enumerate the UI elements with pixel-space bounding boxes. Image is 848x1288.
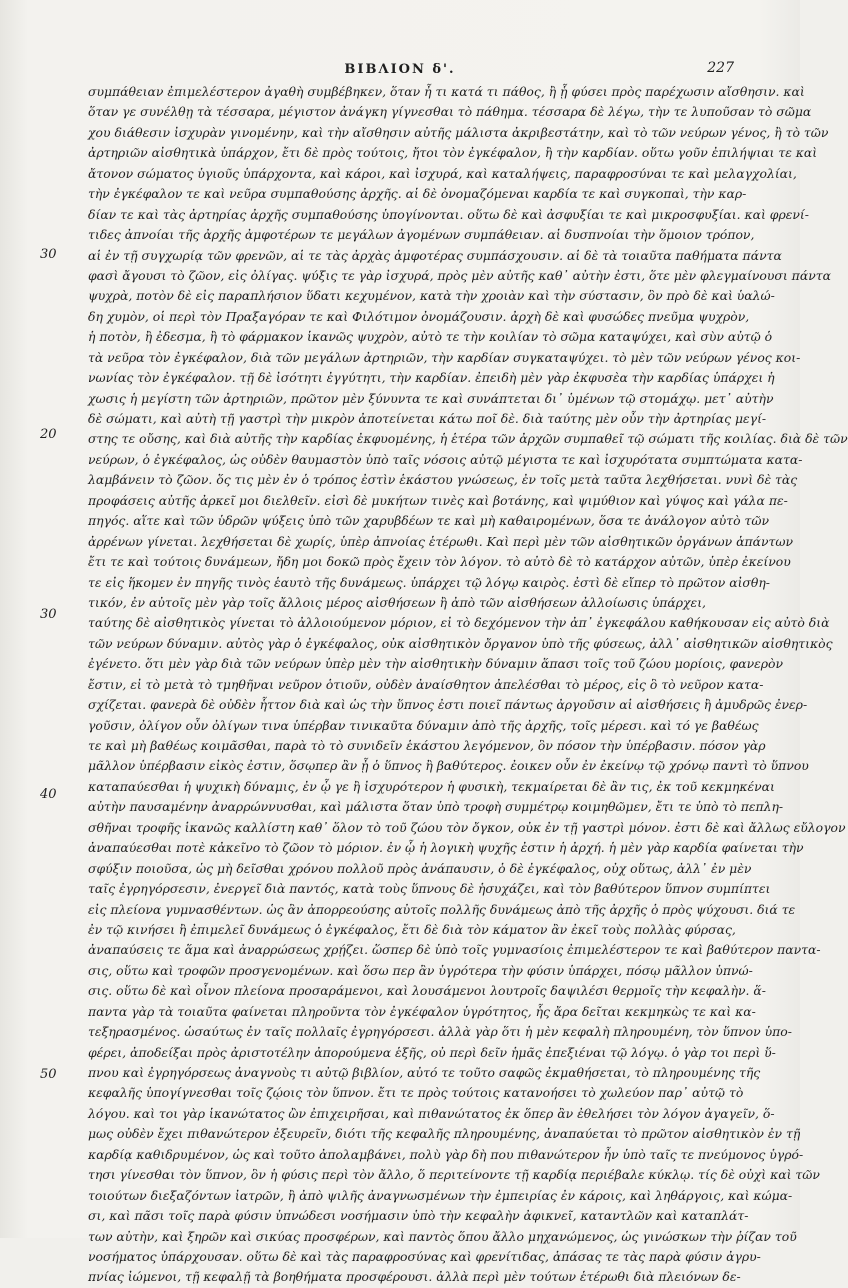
text-line: δίαν τε καὶ τὰς ἀρτηρίας ἀρχῆς συμπαθούσης ὑπογίνονται. οὕτω δὲ καὶ ἀσφυξίαι τε καὶ μικροσφυξίαι. καὶ φρενί- (88, 206, 809, 222)
text-line: αἱ ἐν τῇ συγχωρίᾳ τῶν φρενῶν, αἱ τε τὰς ἀρχὰς ἀμφοτέρας συμπάσχουσιν. αἱ δὲ τὰ τοιαῦτα παθήματα πάντα (88, 247, 782, 263)
text-line: γοῦσιν, ὀλίγον οὖν ὀλίγων τινα ὑπέρβαν τινικαῦτα δύναμιν ἀπὸ τῆς ἀρχῆς, τοῖς μέρεσι. καὶ τό γε βαθέως (88, 717, 759, 733)
text-line: καρδίᾳ καθιδρυμένον, ὡς καὶ τοῦτο ἀπολαμβάνει, πολὺ γὰρ δὴ που πιθανώτερον ἦν ὑπὸ ταῖς τε πνεύμονος ὑγρό- (88, 1146, 804, 1162)
text-line: φέρει, ἀποδείξαι πρὸς ἀριστοτέλην ἀπορούμενα ἑξῆς, οὐ περὶ δεῖν ἡμᾶς ἐπεξιέναι τῷ λόγῳ. ὁ γὰρ τοι περὶ ὕ- (88, 1044, 776, 1060)
text-line: λόγου. καὶ τοι γὰρ ἱκανώτατος ὢν ἐπιχειρῆσαι, καὶ πιθανώτατος ἐκ ὅπερ ἂν ἐθελήσει τὸν λόγον ἀγαγεῖν, ὅ- (88, 1105, 775, 1121)
text-line: ἀρτηριῶν αἰσθητικὰ ὑπάρχον, ἔτι δὲ πρὸς τούτοις, ἤτοι τὸν ἐγκέφαλον, ἢ τὴν καρδίαν. οὕτω γοῦν ἐπιλήψιαι τε καὶ (88, 145, 818, 161)
text-line: τε καὶ μὴ βαθέως κοιμᾶσθαι, παρὰ τὸ τὸ συνιδεῖν ἑκάστου λεγόμενον, ὃν πόσον τὴν ὑπέρβασιν. πόσον γὰρ (88, 738, 766, 753)
text-line: νωνίας τὸν ἐγκέφαλον. τῇ δὲ ἰσότητι ἐγγύτητι, τὴν καρδίαν. ἐπειδὴ μὲν γὰρ ἐκφυσὲα τὴν καρδίας ὑπάρχει ἡ (88, 370, 775, 386)
text-line: τησι γίνεσθαι τὸν ὕπνον, ὃν ἡ φύσις περὶ τὸν ἄλλο, ὅ περιτείνοντε τῇ καρδίᾳ περιέβαλε κύκλῳ. τίς δὲ οὐχὶ καὶ τῶν (88, 1167, 820, 1183)
text-line: ἡ ποτὸν, ἢ ἐδεσμα, ἢ τὸ φάρμακον ἱκανῶς ψυχρὸν, αὐτὸ τε τὴν κοιλίαν τὸ σῶμα καταψύχει, καὶ σὺν αὐτῷ ὁ (88, 329, 773, 345)
text-line: εἰς πλείονα γυμνασθέντων. ὡς ἂν ἀπορρεούσης αὐτοῖς πολλῆς δυνάμεως ἀπὸ τῆς ἀρχῆς ὁ πρὸς ψύχουσι. διά τε (88, 901, 796, 917)
text-line: σις. οὕτω δὲ καὶ οἶνον πλείονα προσαράμενοι, καὶ λουσάμενοι λουτροῖς δαψιλέσι θερμοῖς τὴν κεφαλὴν. ἅ- (88, 983, 766, 999)
text-line: ἄτονον σώματος ὑγιοῦς ὑπάρχοντα, καὶ κάροι, καὶ ἰσχυρά, καὶ καταλήψεις, παραφροσύναι τε καὶ μελαγχολίαι, (88, 165, 797, 181)
text-line: ἐν τῷ κινήσει ἢ ἐπιμελεῖ δυνάμεως ὁ ἐγκέφαλος, ἔτι δὲ διὰ τὸν κάματον ἂν ἐκεῖ τοὺς πολλὰς φύρσας, (88, 921, 736, 937)
text-line: τοιούτων διεξαζόντων ἰατρῶν, ἢ ἀπὸ ψιλῆς ἀναγνωσμένων τὴν ἐμπειρίας ἐν κάροις, καὶ ληθάργοις, καὶ κώμα- (88, 1187, 793, 1203)
text-line: νεύρων, ὁ ἐγκέφαλος, ὡς οὐδὲν θαυμαστὸν ὑπὸ ταῖς νόσοις αὐτῷ μέγιστα τε καὶ ἰσχυρότατα συμπτώματα κατα- (88, 451, 803, 467)
text-line: φασὶ ἄγουσι τὸ ζῶον, εἰς ὀλίγας. ψύξις τε γὰρ ἰσχυρά, πρὸς μὲν αὐτῆς καθ᾽ αὐτὴν ἐστι, ὅτε μὲν φλεγμαίνουσι πάντα (88, 267, 831, 283)
text-line: ἔτι τε καὶ τούτοις δυνάμεων, ἤδη μοι δοκῶ πρὸς ἔχειν τὸν λόγον. τὸ αὐτὸ δὲ τὸ κατάρχον αὐτῶν, ὑπὲρ ἐκείνου (88, 554, 791, 570)
text-line: ψυχρὰ, ποτὸν δὲ εἰς παραπλήσιον ὕδατι κεχυμένον, κατὰ τὴν χροιὰν καὶ τὴν σύστασιν, ὃν πρὸ δὲ καὶ ὑαλώ- (88, 288, 775, 304)
text-line: πνίας ἰώμενοι, τῇ κεφαλῇ τὰ βοηθήματα προσφέρουσι. ἀλλὰ περὶ μὲν τούτων ἑτέρωθι διὰ πλειόνων δε- (88, 1269, 741, 1285)
text-line: νοσήματος ὑπάρχουσαν. οὕτω δὲ καὶ τὰς παραφροσύνας καὶ φρενίτιδας, ἁπάσας τε τὰς παρὰ φύσιν ἀγρυ- (88, 1248, 761, 1264)
text-line: τικόν, ἐν αὐτοῖς μὲν γὰρ τοῖς ἄλλοις μέρος αἰσθήσεων ἢ ἀπὸ τῶν αἰσθήσεων ἀλλοίωσις ὑπάρχει, (88, 594, 706, 610)
text-line: δη χυμὸν, οἱ περὶ τὸν Πραξαγόραν τε καὶ Φιλότιμον ὀνομάζουσιν. ἀρχὴ δὲ καὶ φυσώδες πνεῦμα ψυχρὸν, (88, 308, 750, 324)
text-line: ἀναπαύεσθαι ποτὲ κἀκεῖνο τὸ ζῶον τὸ μόριον. ἐν ᾧ ἡ λογικὴ ψυχῆς ἐστιν ἡ ἀρχή. ἡ μὲν γὰρ καρδία φαίνεται τὴν (88, 840, 804, 856)
text-line: μως οὐδὲν ἔχει πιθανώτερον ἐξευρεῖν, διότι τῆς κεφαλῆς πληρουμένης, ἀναπαύεται τὸ πρῶτον αἰσθητικὸν ἐν τῇ (88, 1126, 801, 1142)
text-line: κεφαλῆς ὑπογίγνεσθαι τοῖς ζῴοις τὸν ὕπνον. ἔτι τε πρὸς τούτοις κατανοήσει τὸ χωλεύον παρ᾽ αὐτῷ τὸ (88, 1085, 744, 1101)
text-line: τιδες ἀπνοίαι τῆς ἀρχῆς ἀμφοτέρων τε μεγάλων ἀγομένων συμπάθειαν. αἱ δυσπνοίαι τὴν ὅμοιον τρόπον, (88, 227, 755, 243)
text-line: προφάσεις αὐτῆς ἀρκεῖ μοι διελθεῖν. εἰσὶ δὲ μυκήτων τινὲς καὶ βοτάνης, καὶ ψιμύθιον καὶ γύψος καὶ γάλα πε- (88, 492, 788, 508)
text-line: ἀρρένων γίνεται. λεχθήσεται δὲ χωρίς, ὑπὲρ ἀπνοίας ἑτέρωθι. Καὶ περὶ μὲν τῶν αἰσθητικῶν ὀργάνων ἁπάντων (88, 533, 794, 549)
page-number: 227 (707, 60, 734, 76)
margin-line-number: 30 (40, 607, 57, 622)
text-line: δὲ σώματι, καὶ αὐτὴ τῇ γαστρὶ τὴν μικρὸν ἀποτείνεται κάτω ποῖ δὲ. διὰ ταύτης μὲν οὖν τὴν ἀρτηρίας μεγί- (88, 411, 767, 426)
margin-line-number: 20 (40, 427, 57, 442)
running-title: ΒΙΒΛΙΟΝ δ'. (344, 62, 456, 77)
text-line: παντα γὰρ τὰ τοιαῦτα φαίνεται πληροῦντα τὸν ἐγκέφαλον ὑγρότητος, ἧς ἄρα δεῖται κεκμηκὼς τε καὶ κα- (88, 1003, 756, 1019)
text-line: σις, οὕτω καὶ τροφῶν προσγενομένων. καὶ ὅσω περ ἂν ὑγρότερα τὴν φύσιν ὑπάρχει, πόσῳ μᾶλλον ὑπνώ- (88, 962, 753, 978)
text-line: συμπάθειαν ἐπιμελέστερον ἀγαθὴ συμβέβηκεν, ὅταν ἦ τι κατά τι πάθος, ἢ ᾗ φύσει πρὸς παρέχωσιν αἴσθησιν. καὶ (88, 84, 805, 99)
text-line: τεξηρασμένος. ὡσαύτως ἐν ταῖς πολλαῖς ἐγρηγόρσεσι. ἀλλὰ γὰρ ὅτι ἡ μὲν κεφαλὴ πληρουμένη, τὸν ὕπνον ὑπο- (88, 1024, 792, 1040)
text-line: μᾶλλον ὑπέρβασιν εἰκὸς ἐστιν, ὅσῳπερ ἂν ᾖ ὁ ὕπνος ἢ βαθύτερος. ἐοικεν οὖν ἐν ἐκείνῳ τῷ χρόνῳ παντὶ τὸ ὕπνου (88, 758, 809, 774)
text-line: χωσις ἡ μεγίστη τῶν ἀρτηριῶν, πρῶτον μὲν ξύνυντα τε καὶ συνάπτεται δι᾽ ὑμένων τῷ στομάχῳ. μετ᾽ αὐτὴν (88, 390, 774, 406)
margin-line-number: 30 (40, 247, 57, 262)
text-line: ταύτης δὲ αἰσθητικὸς γίνεται τὸ ἀλλοιούμενον μόριον, εἰ τὸ δεχόμενον τὴν ἀπ᾽ ἐγκεφάλου καθήκουσαν εἰς αὐτὸ διὰ (88, 615, 830, 631)
text-line: λαμβάνειν τὸ ζῶον. ὅς τις μὲν ἐν ὁ τρόπος ἐστὶν ἑκάστου γνώσεως, ἐν τοῖς μετὰ ταῦτα λεχθήσεται. νυνὶ δὲ τὰς (88, 472, 798, 488)
text-line: ἔστιν, εἰ τὸ μετὰ τὸ τμηθῆναι νεῦρον ὁτιοῦν, οὐδὲν ἀναίσθητον ἀπελέσθαι τὸ μέρος, εἰς ὃ τὸ νεῦρον κατα- (88, 676, 764, 692)
text-line: ταῖς ἐγρηγόρσεσιν, ἐνεργεῖ διὰ παντός, κατὰ τοὺς ὕπνους δὲ ἡσυχάζει, καὶ τὸν βαθύτερον ὕπνον συμπίπτει (88, 881, 771, 897)
text-line: ἀναπαύσεις τε ἅμα καὶ ἀναρρώσεως χρῄζει. ὥσπερ δὲ ὑπὸ τοῖς γυμνασίοις ἐπιμελέστερον τε καὶ βαθύτερον παντα- (88, 942, 821, 958)
text-line: πνου καὶ ἐγρηγόρσεως ἀναγνοὺς τι αὐτῷ βιβλίον, αὐτό τε τοῦτο σαφῶς ἐκμαθήσεται, τὸ πληρουμένης τῆς (88, 1065, 761, 1080)
text-line: ὅταν γε συνέλθῃ τὰ τέσσαρα, μέγιστον ἀνάγκη γίγνεσθαι τὸ πάθημα. τέσσαρα δὲ λέγω, τὴν τε λυποῦσαν τὸ σῶμα (88, 104, 812, 120)
greek-text-block (88, 82, 848, 1288)
text-line: σχίζεται. φανερὰ δὲ οὐδὲν ἧττον διὰ καὶ ὡς τὴν ὕπνος ἐστι ποιεῖ πάντως ἀργοῦσιν αἱ αἰσθήσεις ἢ ἀμυδρῶς ἐνερ- (88, 697, 808, 713)
text-line: ἐγένετο. ὅτι μὲν γὰρ διὰ τῶν νεύρων ὑπὲρ μὲν τὴν αἰσθητικὴν δύναμιν ἅπασι τοῖς τοῦ ζώου μορίοις, φανερὸν (88, 656, 784, 672)
text-line: χου διάθεσιν ἰσχυρὰν γινομένην, καὶ τὴν αἴσθησιν αὐτῆς μάλιστα ἀκριβεστάτην, καὶ τὸ τῶν νεύρων γένος, ἢ τὸ τῶν (88, 124, 829, 140)
text-line: στης τε οὔσης, καὶ διὰ αὐτῆς τὴν καρδίας ἐκφυομένης, ἡ ἑτέρα τῶν ἀρχῶν συμπαθεῖ τῷ σώματι τῆς κοιλίας. διὰ δὲ τῶν (88, 431, 848, 447)
text-line: τὴν ἐγκέφαλον τε καὶ νεῦρα συμπαθούσης ἀρχῆς. αἱ δὲ ὀνομαζόμεναι καρδία τε καὶ συγκοπαὶ, τὴν καρ- (88, 186, 747, 202)
text-line: σθῆναι τροφῆς ἱκανῶς καλλίστη καθ᾽ ὅλον τὸ τοῦ ζώου τὸν ὄγκον, οὐκ ἐν τῇ γαστρὶ μόνον. ἐστι δὲ καὶ ἄλλως εὔλογον (88, 819, 846, 835)
text-line: τὰ νεῦρα τὸν ἐγκέφαλον, διὰ τῶν μεγάλων ἀρτηριῶν, τὴν καρδίαν συγκαταψύχει. τὸ μὲν τῶν νεύρων γένος κοι- (88, 349, 801, 365)
text-line: πηγός. αἵτε καὶ τῶν ὑδρῶν ψύξεις ὑπὸ τῶν χαρυβδέων τε καὶ μὴ καθαιρομένων, ὅσα τε ἀνάλογον αὐτὸ τῶν (88, 513, 770, 529)
text-line: τε εἰς ἥκομεν ἐν πηγῆς τινὸς ἑαυτὸ τῆς δυνάμεως. ὑπάρχει τῷ λόγῳ καιρὸς. ἐστὶ δὲ εἴπερ τὸ πρῶτον αἰσθη- (88, 574, 770, 590)
margin-line-number: 50 (40, 1067, 57, 1082)
text-line: αὐτὴν παυσαμένην ἀναρρώννυσθαι, καὶ μάλιστα ὅταν ὑπὸ τροφὴ συμμέτρῳ κοιμηθῶμεν, ἔτι τε ὑπὸ τὸ πεπλη- (88, 799, 784, 815)
text-line: τῶν νεύρων δύναμιν. αὐτὸς γὰρ ὁ ἐγκέφαλος, οὐκ αἰσθητικὸν ὄργανον ὑπὸ τῆς φύσεως, ἀλλ᾽ αἰσθητικῶν αἰσθητικὸς (88, 635, 833, 651)
text-line: καταπαύεσθαι ἡ ψυχικὴ δύναμις, ἐν ᾧ γε ἢ ἰσχυρότερον ἡ φυσικὴ, τεκμαίρεται δὲ ἂν τις, ἐκ τοῦ κεκμηκέναι (88, 778, 775, 794)
text-line: των αὐτὴν, καὶ ξηρῶν καὶ σικύας προσφέρων, καὶ παντὸς ὅπου ἄλλο μηχανώμενος, ὡς γινώσκων τὴν ῥίζαν τοῦ (88, 1228, 797, 1244)
text-line: σι, καὶ πᾶσι τοῖς παρὰ φύσιν ὑπνώδεσι νοσήμασιν ὑπὸ τὴν κεφαλὴν ἀφικνεῖ, καταντλῶν καὶ καταπλάτ- (88, 1208, 749, 1224)
text-line: σφύξιν ποιοῦσα, ὡς μὴ δεῖσθαι χρόνου πολλοῦ πρὸς ἀνάπαυσιν, ὁ δὲ ἐγκέφαλος, οὐχ οὕτως, ἀλλ᾽ ἐν μὲν (88, 860, 752, 876)
margin-line-number: 40 (40, 787, 57, 802)
